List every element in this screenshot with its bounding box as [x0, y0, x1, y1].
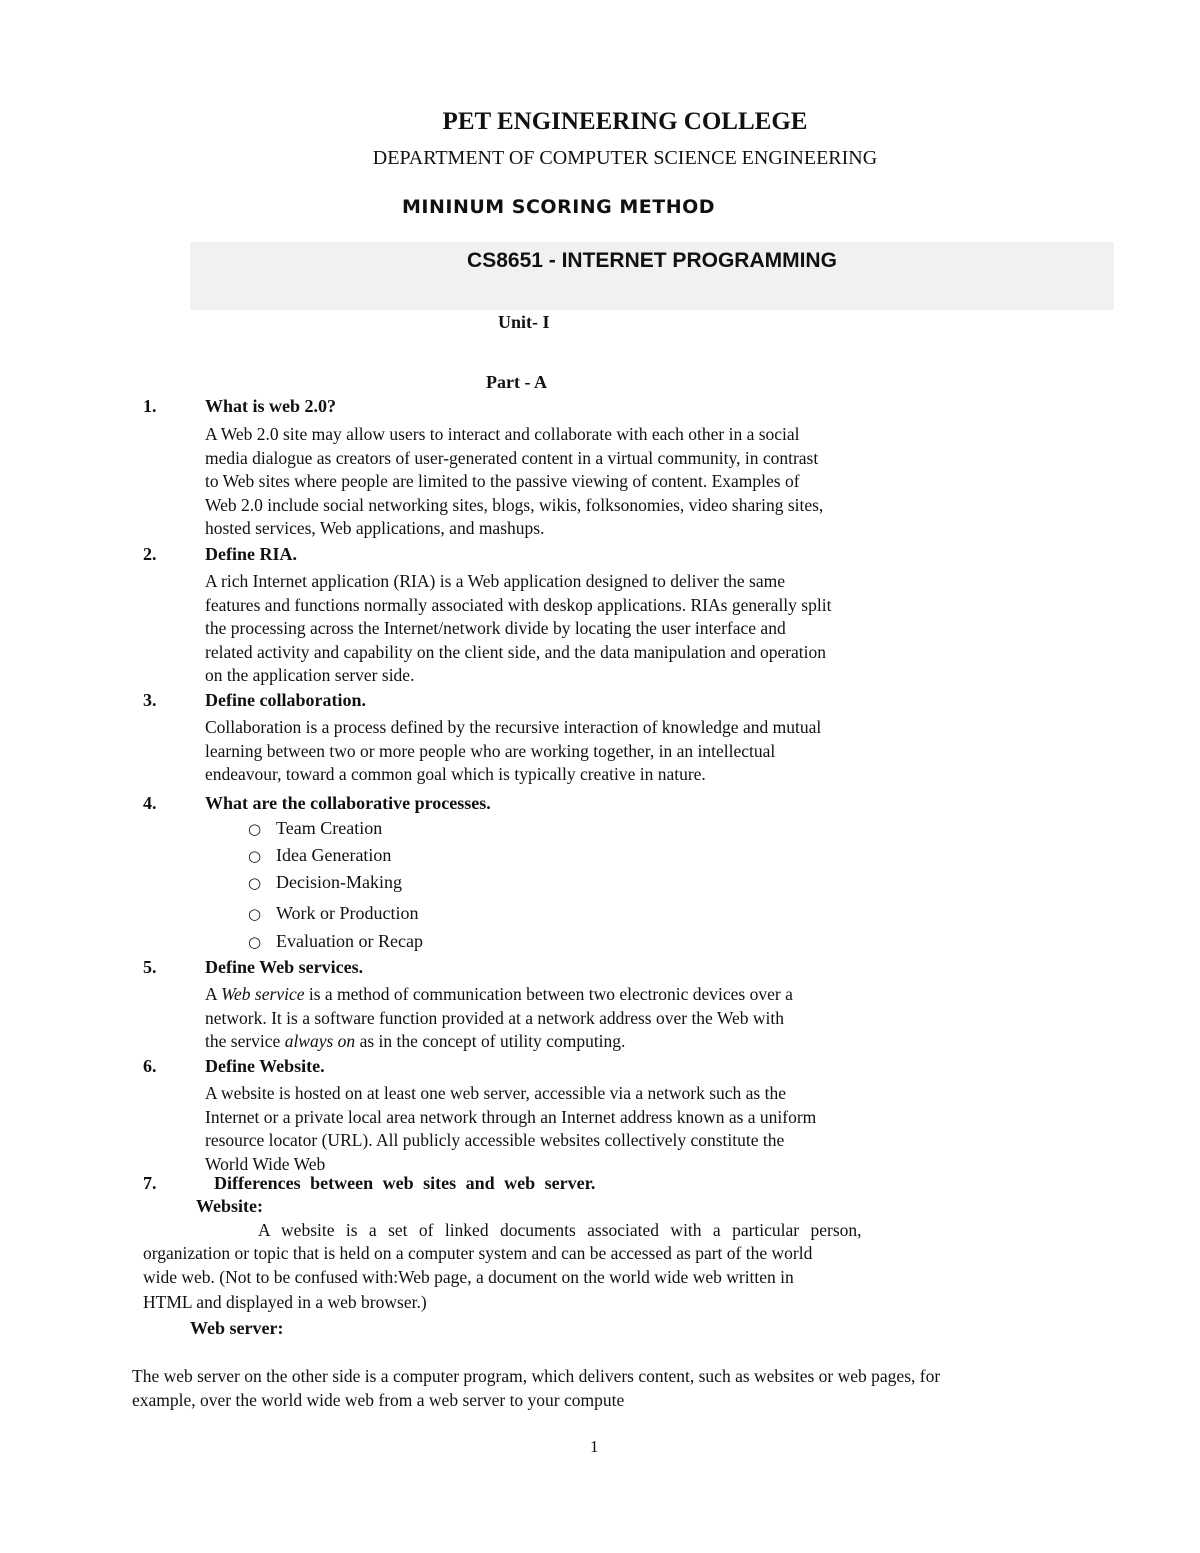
list-item: ○ Evaluation or Recap — [248, 931, 423, 951]
answer-line: Web 2.0 include social networking sites, blogs, wikis, folksonomies, video sharing sites, — [205, 494, 824, 515]
answer-line: HTML and displayed in a web browser.) — [143, 1292, 427, 1312]
answer-line: organization or topic that is held on a computer system and can be accessed as part of the world — [143, 1243, 813, 1263]
list-item: ○ Idea Generation — [248, 845, 392, 865]
list-item: ○ Work or Production — [248, 903, 419, 923]
answer-line: wide web. (Not to be confused with:Web page, a document on the world wide web written in — [143, 1267, 794, 1287]
list-item: ○ Team Creation — [248, 818, 383, 838]
answer-line: World Wide Web — [205, 1153, 326, 1174]
list-item: ○ Decision-Making — [248, 872, 402, 892]
college-title: PET ENGINEERING COLLEGE — [442, 108, 808, 135]
answer-line: A rich Internet application (RIA) is a Web application designed to deliver the same — [205, 571, 785, 591]
answer-line: learning between two or more people who are working together, in an intellectual — [205, 740, 776, 761]
question-title: Differences between web sites and web server. — [214, 1173, 596, 1193]
question-title: Define Website. — [205, 1056, 325, 1076]
answer-text — [205, 423, 983, 541]
answer-line: hosted services, Web applications, and mashups. — [205, 518, 545, 538]
circle-bullet-icon: ○ — [248, 933, 262, 951]
answer-line: example, over the world wide web from a web server to your compute — [132, 1390, 625, 1410]
question-title: What is web 2.0? — [205, 396, 337, 416]
question-title: Define collaboration. — [205, 690, 366, 710]
unit-heading: Unit- I — [498, 312, 550, 332]
answer-line: the processing across the Internet/network divide by locating the user interface and — [205, 618, 786, 638]
answer-line: The web server on the other side is a computer program, which delivers content, such as websites or web pages, for — [132, 1366, 941, 1386]
answer-line: features and functions normally associated with deskop applications. RIAs generally split — [205, 594, 832, 615]
answer-line: network. It is a software function provided at a network address over the Web with — [205, 1007, 785, 1028]
page-number: 1 — [590, 1437, 599, 1456]
answer-line: A Web service is a method of communication between two electronic devices over a — [205, 984, 793, 1004]
answer-line: media dialogue as creators of user-generated content in a virtual community, in contrast — [205, 447, 819, 468]
question-number: 2. — [143, 544, 157, 564]
answer-line: A website is hosted on at least one web server, accessible via a network such as the — [205, 1083, 786, 1103]
question-number: 3. — [143, 690, 157, 710]
answer-line: on the application server side. — [205, 665, 415, 685]
answer-line: to Web sites where people are limited to the passive viewing of content. Examples of — [205, 471, 800, 491]
department-title: DEPARTMENT OF COMPUTER SCIENCE ENGINEERING — [372, 147, 878, 169]
answer-text — [205, 716, 983, 787]
web-server-label: Web server: — [190, 1318, 284, 1338]
answer-line: A Web 2.0 site may allow users to interact and collaborate with each other in a social — [205, 424, 800, 444]
answer-text — [205, 570, 983, 688]
part-heading: Part - A — [486, 372, 547, 392]
answer-line: resource locator (URL). All publicly accessible websites collectively constitute the — [205, 1130, 785, 1150]
answer-text — [205, 1082, 983, 1176]
course-title: CS8651 - INTERNET PROGRAMMING — [467, 249, 837, 272]
website-label: Website: — [196, 1196, 263, 1216]
question-number: 1. — [143, 396, 157, 416]
question-number: 7. — [143, 1173, 157, 1193]
circle-bullet-icon: ○ — [248, 847, 262, 865]
question-number: 6. — [143, 1056, 157, 1076]
answer-line: Collaboration is a process defined by the recursive interaction of knowledge and mutual — [205, 717, 822, 737]
question-title: What are the collaborative processes. — [205, 793, 491, 813]
question-number: 4. — [143, 793, 157, 813]
question-title: Define RIA. — [205, 544, 297, 564]
answer-line: Internet or a private local area network through an Internet address known as a uniform — [205, 1106, 817, 1127]
circle-bullet-icon: ○ — [248, 820, 262, 838]
circle-bullet-icon: ○ — [248, 905, 262, 923]
answer-line: A website is a set of linked documents associated with a particular person, — [258, 1220, 862, 1240]
answer-line: related activity and capability on the client side, and the data manipulation and operation — [205, 641, 827, 662]
method-title: MININUM SCORING METHOD — [402, 196, 716, 218]
question-number: 5. — [143, 957, 157, 977]
answer-text — [205, 983, 983, 1054]
answer-line: endeavour, toward a common goal which is typically creative in nature. — [205, 764, 706, 784]
question-title: Define Web services. — [205, 957, 364, 977]
answer-line: the service always on as in the concept of utility computing. — [205, 1031, 626, 1051]
circle-bullet-icon: ○ — [248, 874, 262, 892]
